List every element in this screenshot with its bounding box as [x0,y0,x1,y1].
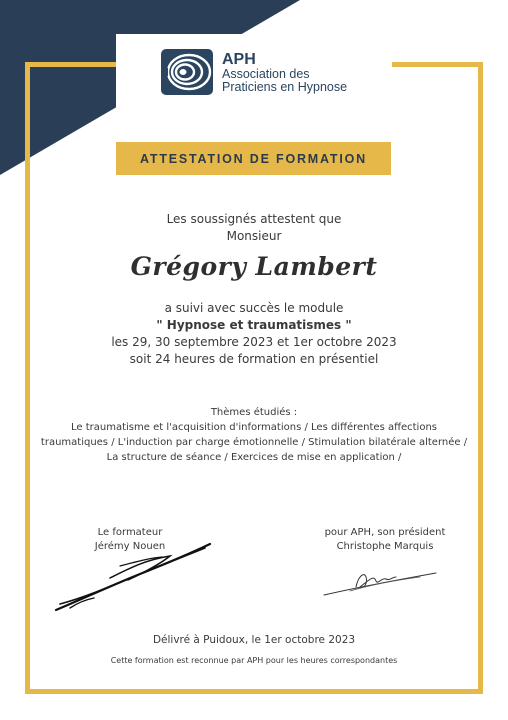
intro-line-2: Monsieur [226,229,282,243]
intro-text [0,211,508,245]
themes-heading: Thèmes étudiés : [210,407,298,418]
concentric-rings-logo-icon [160,48,214,96]
module-line-1: a suivi avec succès le module [164,301,344,315]
themes-line-2: traumatiques / L'induction par charge émotionnelle / Stimulation bilatérale alternée / [40,437,468,448]
president-name: Christophe Marquis [336,541,434,552]
module-block [0,300,508,368]
themes-block [0,405,508,465]
themes-line-3: La structure de séance / Exercices de mise en application / [106,452,402,463]
module-dates: les 29, 30 septembre 2023 et 1er octobre 2023 [111,335,397,349]
themes-line-1: Le traumatisme et l'acquisition d'informations / Les différentes affections [71,422,437,433]
intro-line-1: Les soussignés attestent que [166,212,342,226]
recipient-name: Grégory Lambert [130,252,378,281]
trainer-signature [50,538,215,618]
president-signature [320,565,440,600]
trainer-name: Jérémy Nouen [94,541,166,552]
logo-abbr: APH [222,50,256,68]
certificate-title: ATTESTATION DE FORMATION [116,142,391,175]
president-role: pour APH, son président [324,527,446,538]
logo-line-2: Praticiens en Hypnose [222,79,348,94]
recognition-note: Cette formation est reconnue par APH pour les heures correspondantes [110,656,398,665]
logo-text [222,51,347,94]
delivery-line: Délivré à Puidoux, le 1er octobre 2023 [152,634,356,646]
module-name: " Hypnose et traumatismes " [156,318,352,332]
president-signatory [310,526,460,554]
aph-logo [160,48,347,96]
module-hours: soit 24 heures de formation en présentiel [129,352,379,366]
trainer-role: Le formateur [97,527,163,538]
logo-line-1: Association des [222,66,310,81]
